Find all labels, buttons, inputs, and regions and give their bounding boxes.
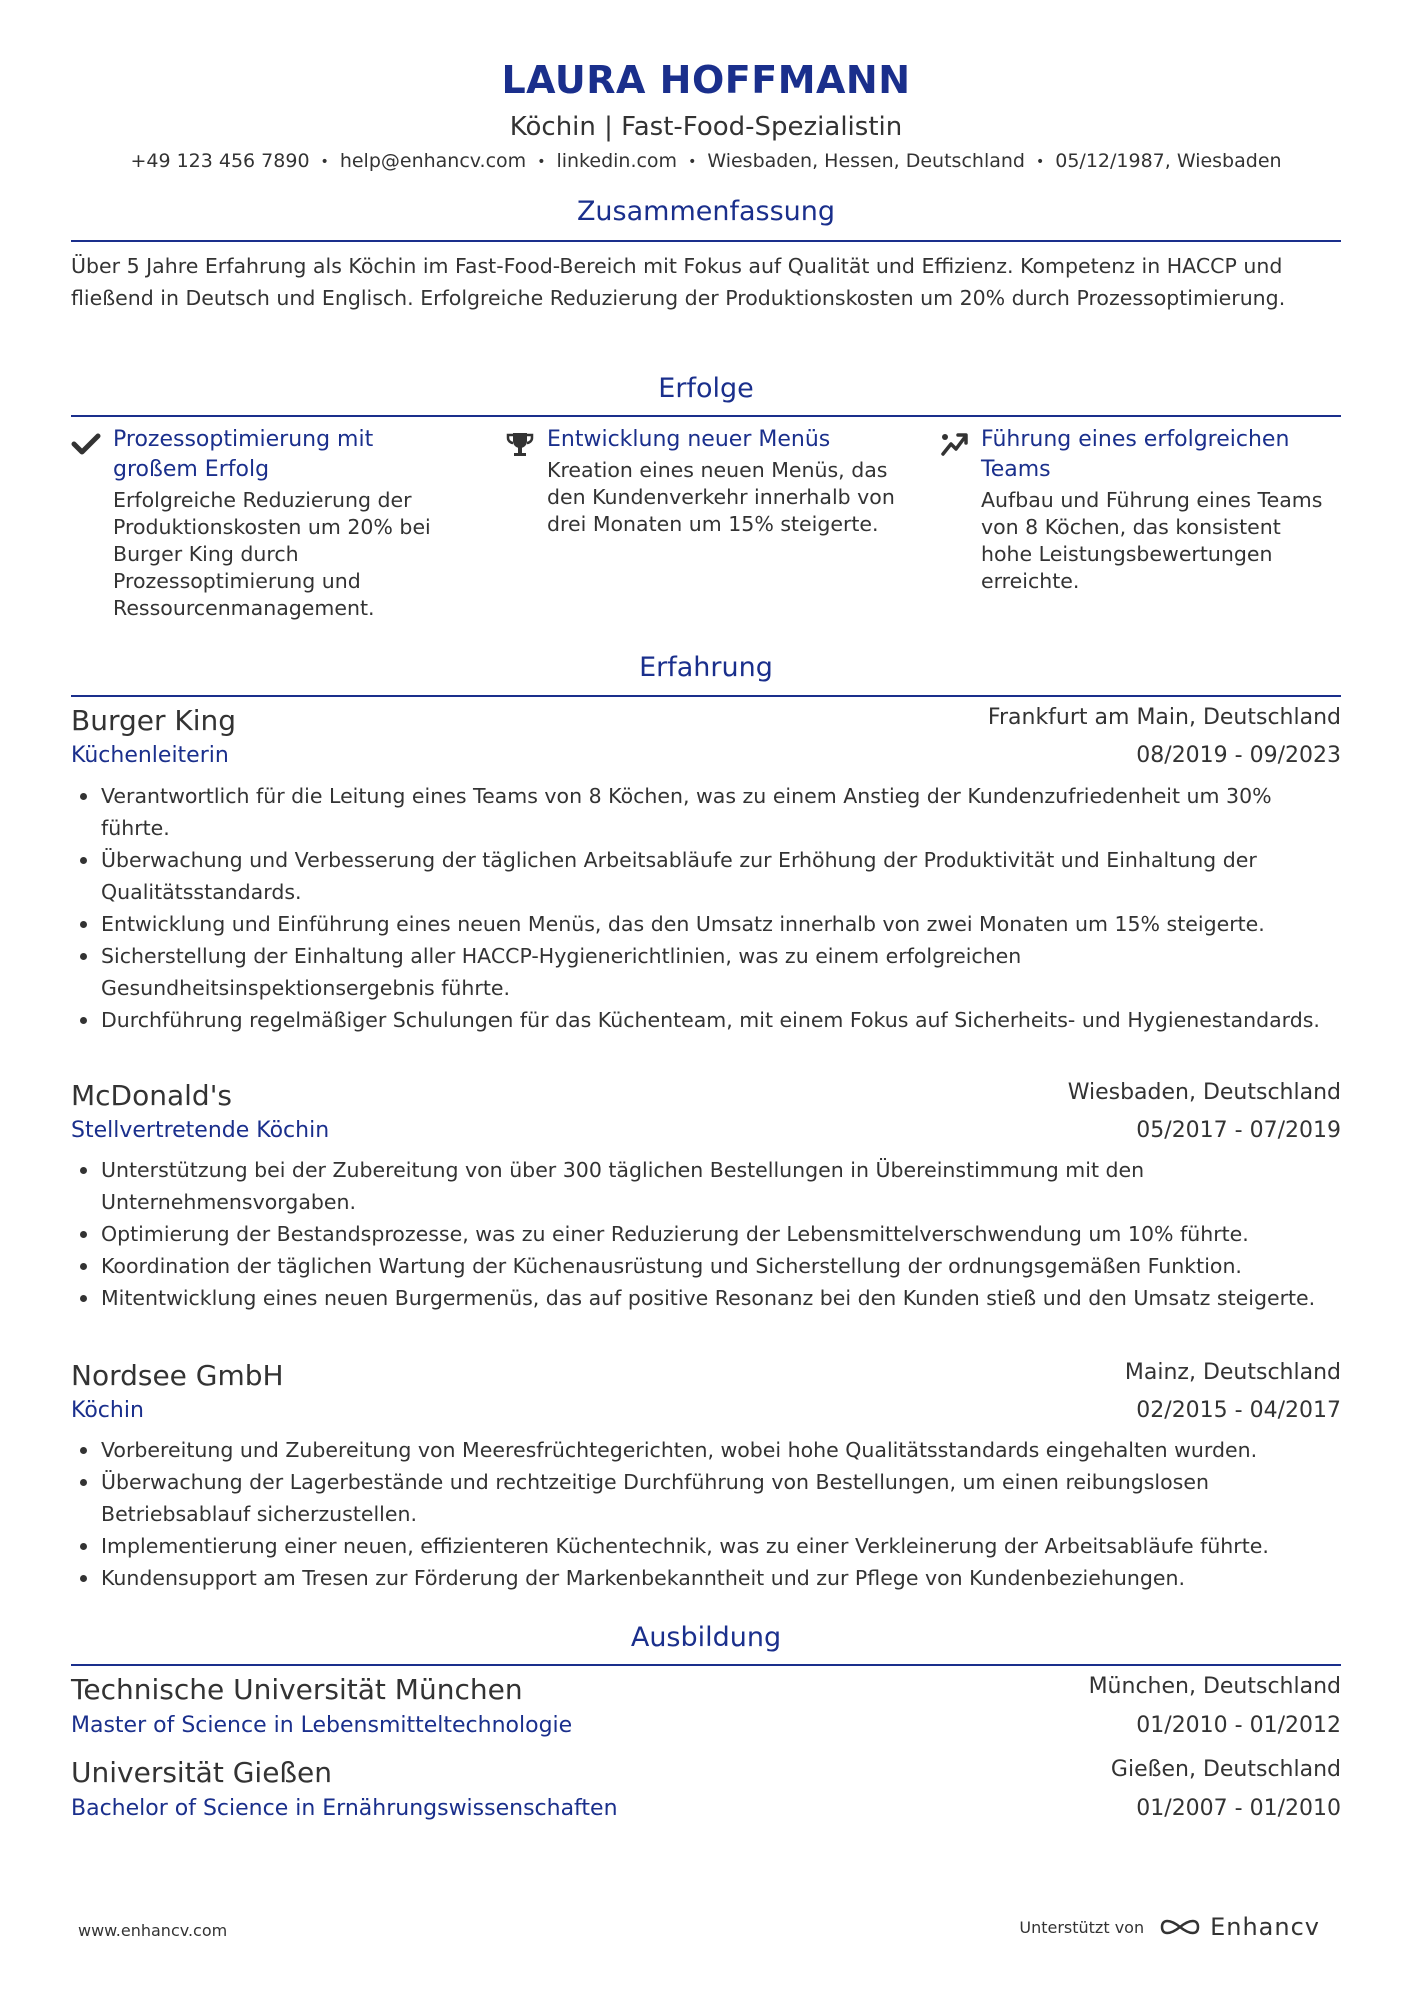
summary-section-title: Zusammenfassung <box>576 196 836 227</box>
job-bullets <box>71 1434 1341 1594</box>
footer-website[interactable]: www.enhancv.com <box>78 1921 228 1940</box>
trophy-icon <box>505 429 535 459</box>
education-dates: 01/2007 - 01/2010 <box>1136 1796 1341 1821</box>
achievement-title: Prozessoptimierung mit großem Erfolg <box>113 427 374 482</box>
list-item: Überwachung der Lagerbestände und rechtzeitige Durchführung von Bestellungen, um einen reibungslosen Betriebsablauf sicherzustellen. <box>71 1466 1341 1530</box>
list-item: Sicherstellung der Einhaltung aller HACCP-Hygienerichtlinien, was zu einem erfolgreichen Gesundheitsinspektionsergebnis führte. <box>71 940 1341 1004</box>
contact-line <box>71 150 1341 172</box>
section-divider <box>71 1664 1341 1666</box>
job-dates: 02/2015 - 04/2017 <box>1136 1398 1341 1423</box>
list-item: Optimierung der Bestandsprozesse, was zu einer Reduzierung der Lebensmittelverschwendung um 10% führte. <box>71 1218 1341 1250</box>
education-section-title: Ausbildung <box>630 1622 782 1653</box>
list-item: Vorbereitung und Zubereitung von Meeresfrüchtegerichten, wobei hohe Qualitätsstandards eingehalten wurden. <box>71 1434 1341 1466</box>
job-role: Stellvertretende Köchin <box>71 1118 330 1143</box>
list-item: Entwicklung und Einführung eines neuen Menüs, das den Umsatz innerhalb von zwei Monaten um 15% steigerte. <box>71 908 1341 940</box>
school-location: München, Deutschland <box>1088 1674 1341 1699</box>
job-location: Wiesbaden, Deutschland <box>1067 1080 1341 1105</box>
growth-arrow-icon <box>939 429 969 459</box>
brand-name: Enhancv <box>1210 1913 1320 1941</box>
company-name: Burger King <box>71 704 237 737</box>
list-item: Überwachung und Verbesserung der täglichen Arbeitsabläufe zur Erhöhung der Produktivität und Einhaltung der Qualitätsstandards. <box>71 844 1341 908</box>
section-divider <box>71 240 1341 242</box>
checkmark-icon <box>71 429 101 459</box>
section-divider <box>71 695 1341 697</box>
birth-info: 05/12/1987, Wiesbaden <box>1055 150 1282 172</box>
enhancv-logo-icon <box>1158 1915 1202 1939</box>
phone: +49 123 456 7890 <box>130 150 310 172</box>
job-location: Mainz, Deutschland <box>1124 1360 1341 1385</box>
degree: Bachelor of Science in Ernährungswissenschaften <box>71 1796 618 1821</box>
headline: Köchin | Fast-Food-Spezialistin <box>509 112 903 142</box>
achievement-description: Erfolgreiche Reduzierung der Produktionskosten um 20% bei Burger King durch Prozessoptimierung und Ressourcenmanagement. <box>113 488 431 620</box>
linkedin[interactable]: linkedin.com <box>556 150 678 172</box>
job-bullets <box>71 780 1341 1036</box>
address: Wiesbaden, Hessen, Deutschland <box>707 150 1025 172</box>
degree: Master of Science in Lebensmitteltechnologie <box>71 1713 573 1738</box>
job-dates: 08/2019 - 09/2023 <box>1136 743 1341 768</box>
achievement-item <box>71 425 461 622</box>
footer-branding <box>1019 1913 1320 1941</box>
achievement-description: Kreation eines neuen Menüs, das den Kundenverkehr innerhalb von drei Monaten um 15% steigerte. <box>547 458 895 536</box>
school-name: Technische Universität München <box>71 1673 523 1706</box>
list-item: Verantwortlich für die Leitung eines Teams von 8 Köchen, was zu einem Anstieg der Kundenzufriedenheit um 30% führte. <box>71 780 1341 844</box>
company-name: McDonald's <box>71 1079 232 1112</box>
job-role: Köchin <box>71 1398 144 1423</box>
list-item: Unterstützung bei der Zubereitung von über 300 täglichen Bestellungen in Übereinstimmung mit den Unternehmensvorgaben. <box>71 1154 1341 1218</box>
achievement-title: Entwicklung neuer Menüs <box>547 427 831 452</box>
candidate-name: LAURA HOFFMANN <box>501 58 911 102</box>
job-role: Küchenleiterin <box>71 743 229 768</box>
achievement-description: Aufbau und Führung eines Teams von 8 Köchen, das konsistent hohe Leistungsbewertungen erreichte. <box>981 488 1323 593</box>
school-name: Universität Gießen <box>71 1756 333 1789</box>
job-location: Frankfurt am Main, Deutschland <box>987 705 1341 730</box>
list-item: Mitentwicklung eines neuen Burgermenüs, das auf positive Resonanz bei den Kunden stieß und den Umsatz steigerte. <box>71 1282 1341 1314</box>
summary-text: Über 5 Jahre Erfahrung als Köchin im Fast-Food-Bereich mit Fokus auf Qualität und Effizienz. Kompetenz in HACCP und fließend in Deutsch und Englisch. Erfolgreiche Reduzierung der Produktionskosten um 20% durch Prozessoptimierung. <box>71 254 1286 310</box>
achievements-section-title: Erfolge <box>658 373 754 404</box>
job-dates: 05/2017 - 07/2019 <box>1136 1118 1341 1143</box>
powered-by-label: Unterstützt von <box>1019 1917 1145 1937</box>
school-location: Gießen, Deutschland <box>1110 1757 1341 1782</box>
education-dates: 01/2010 - 01/2012 <box>1136 1713 1341 1738</box>
list-item: Implementierung einer neuen, effizienteren Küchentechnik, was zu einer Verkleinerung der Arbeitsabläufe führte. <box>71 1530 1341 1562</box>
separator: • <box>320 153 329 170</box>
separator: • <box>688 153 697 170</box>
email[interactable]: help@enhancv.com <box>339 150 527 172</box>
list-item: Durchführung regelmäßiger Schulungen für das Küchenteam, mit einem Fokus auf Sicherheits- und Hygienestandards. <box>71 1004 1341 1036</box>
job-bullets <box>71 1154 1341 1314</box>
experience-section-title: Erfahrung <box>639 652 773 683</box>
achievement-item <box>939 425 1329 595</box>
separator: • <box>537 153 546 170</box>
achievement-item <box>505 425 895 538</box>
list-item: Koordination der täglichen Wartung der Küchenausrüstung und Sicherstellung der ordnungsgemäßen Funktion. <box>71 1250 1341 1282</box>
list-item: Kundensupport am Tresen zur Förderung der Markenbekanntheit und zur Pflege von Kundenbeziehungen. <box>71 1562 1341 1594</box>
achievement-title: Führung eines erfolgreichen Teams <box>981 427 1290 482</box>
section-divider <box>71 415 1341 417</box>
company-name: Nordsee GmbH <box>71 1359 284 1392</box>
separator: • <box>1035 153 1045 170</box>
